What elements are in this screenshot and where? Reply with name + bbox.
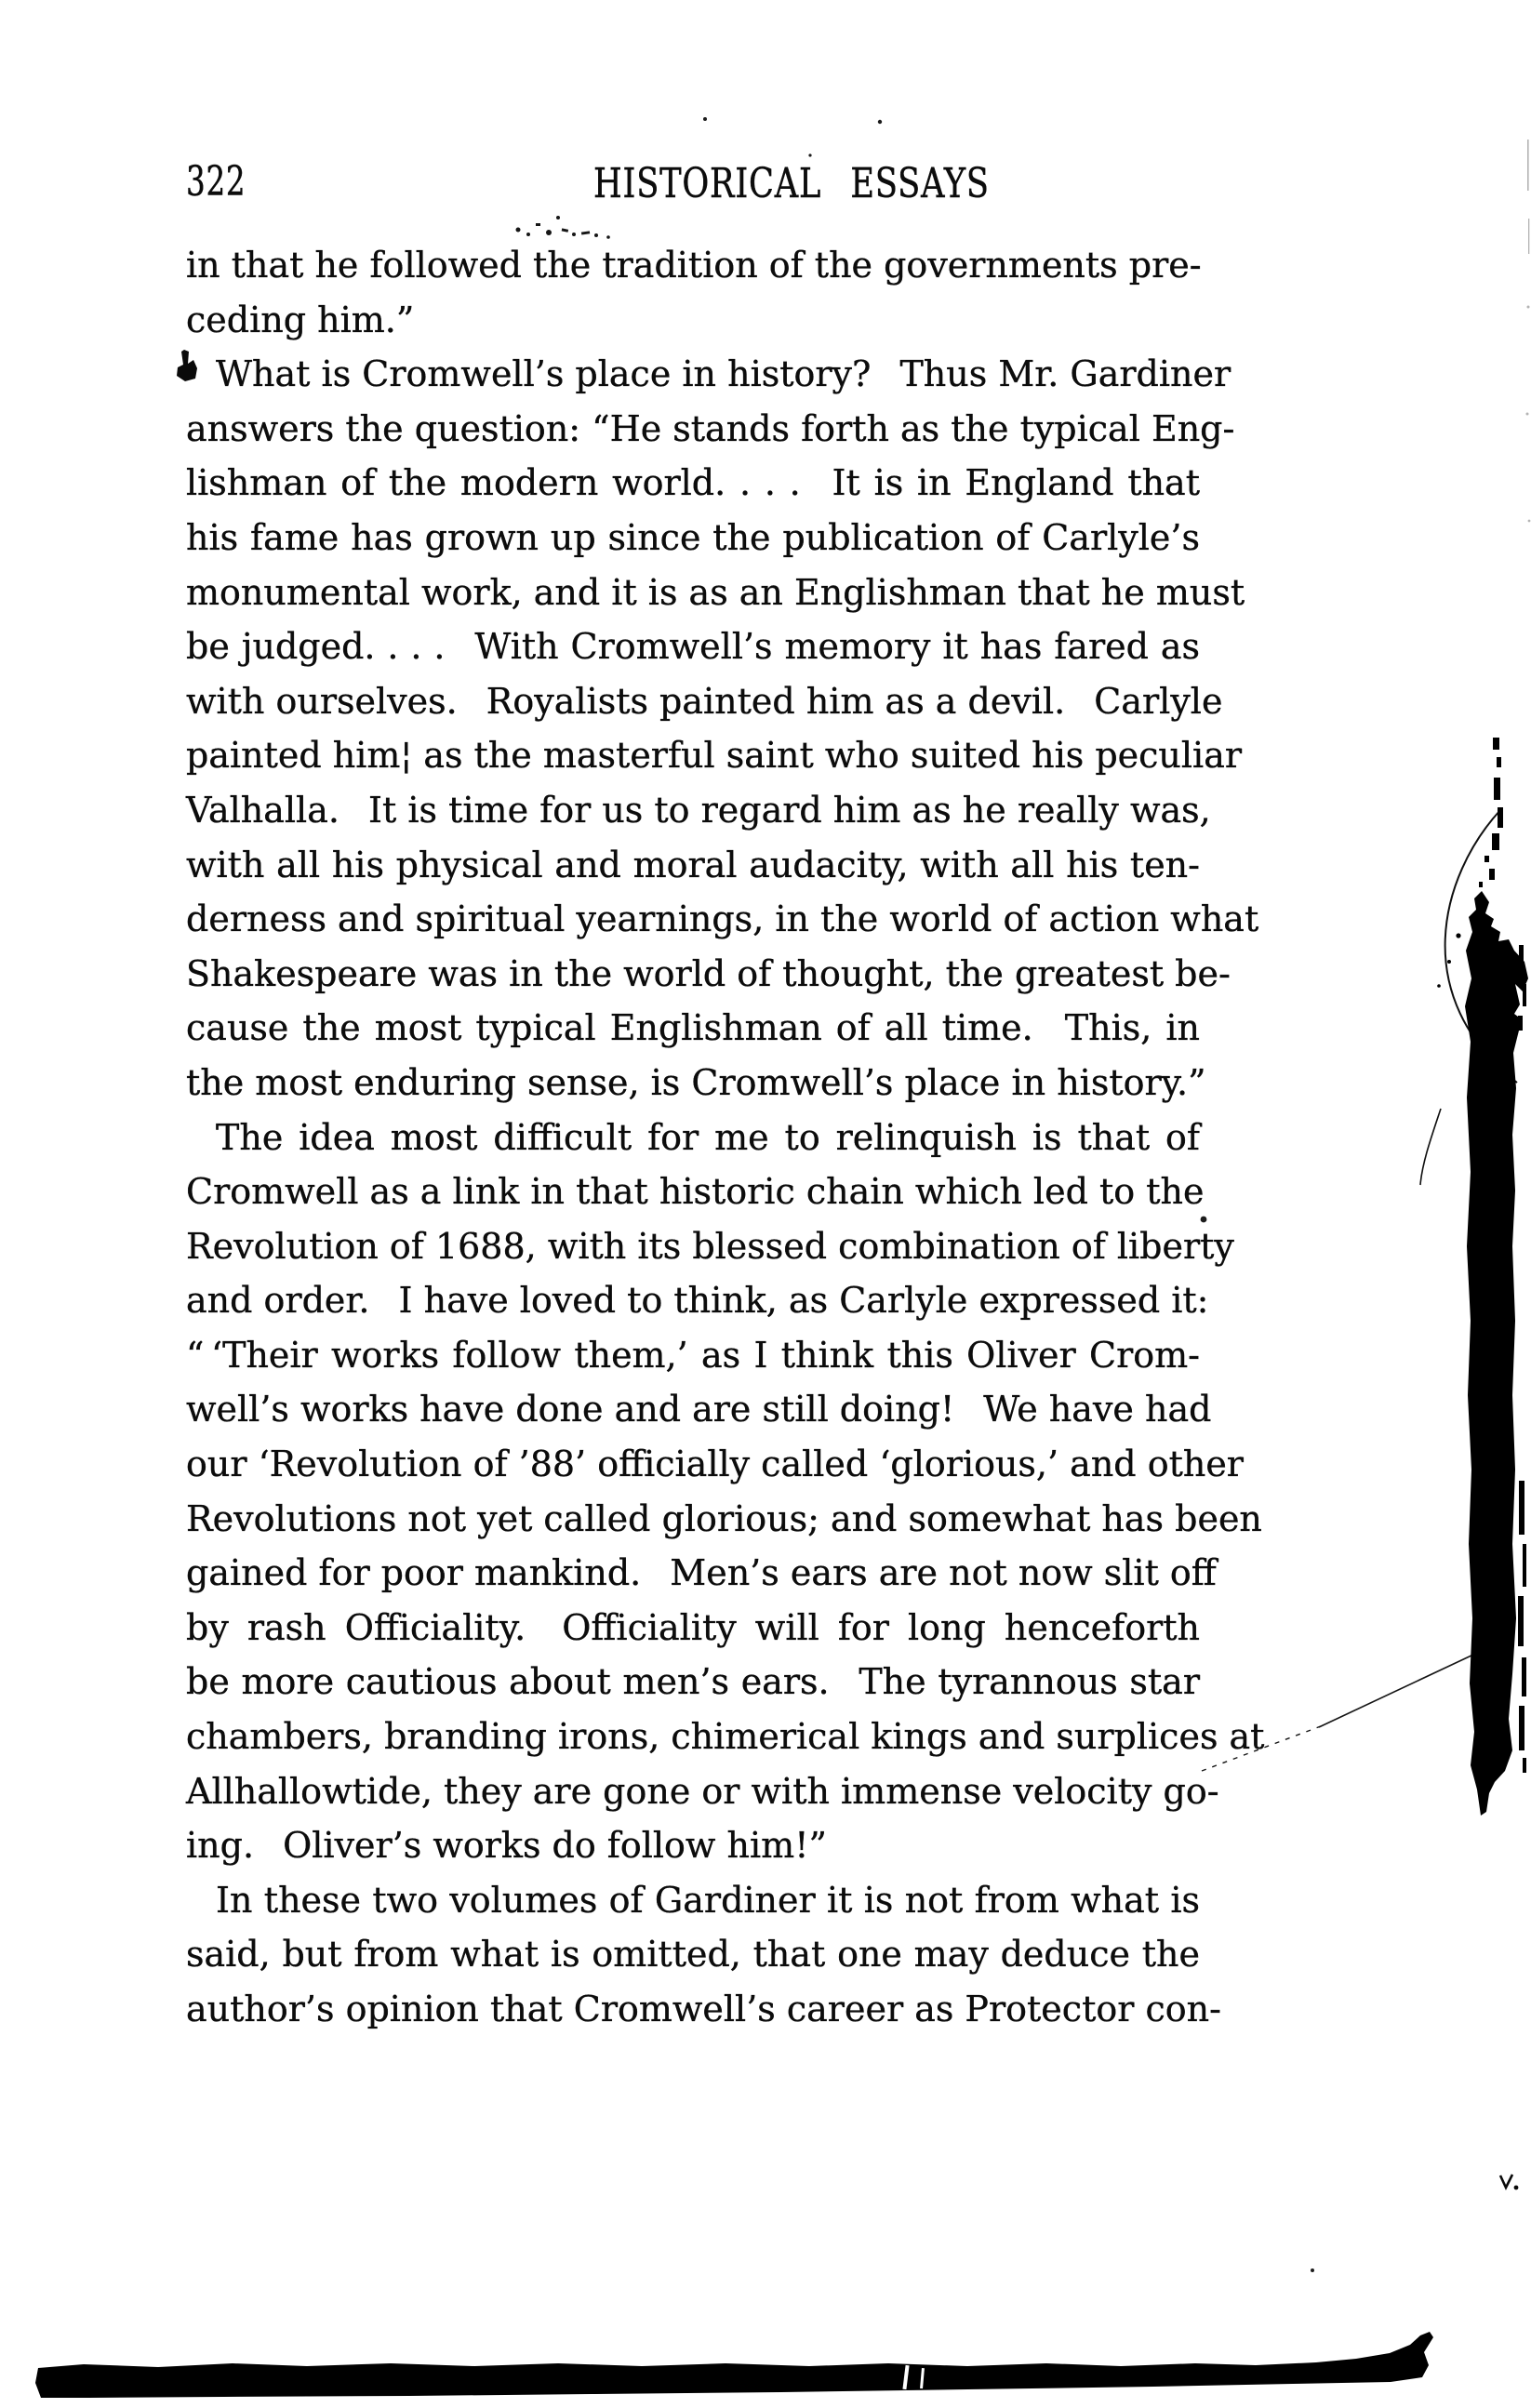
text-line: said, but from what is omitted, that one may deduce the [186, 1934, 1200, 1976]
text-line: What is Cromwell’s place in history? Thus Mr. Gardiner [216, 353, 1231, 395]
text-line: gained for poor mankind. Men’s ears are not now slit off [186, 1552, 1217, 1594]
text-line: In these two volumes of Gardiner it is not from what is [216, 1879, 1200, 1921]
v-pen-mark [1500, 2175, 1518, 2189]
right-edge-ink-streak [1437, 738, 1528, 1816]
text-line: painted him¦ as the masterful saint who suited his peculiar [186, 735, 1243, 777]
text-line: cause the most typical Englishman of all time. This, in [186, 1007, 1200, 1049]
text-line: author’s opinion that Cromwell’s career as Protector con- [186, 1989, 1221, 2029]
text-line: derness and spiritual yearnings, in the world of action what [186, 898, 1259, 940]
right-margin-arc [1445, 810, 1517, 1083]
text-line: with all his physical and moral audacity, with all his ten- [186, 844, 1200, 885]
text-line: The idea most difficult for me to relinquish is that of [216, 1116, 1200, 1158]
text-line: Allhallowtide, they are gone or with immense velocity go- [186, 1770, 1219, 1812]
text-line: chambers, branding irons, chimerical kings and surplices at [186, 1716, 1265, 1758]
text-line: his fame has grown up since the publication of Carlyle’s [186, 516, 1200, 558]
text-line: “ ‘Their works follow them,’ as I think this Oliver Crom- [186, 1334, 1200, 1376]
text-line: ceding him.” [186, 299, 415, 340]
text-line: lishman of the modern world. . . . It is in England that [186, 462, 1200, 504]
text-line: the most enduring sense, is Cromwell’s place in history.” [186, 1061, 1206, 1103]
text-line: our ‘Revolution of ’88’ officially called ‘glorious,’ and other [186, 1443, 1244, 1485]
text-line: by rash Officiality. Officiality will for long henceforth [186, 1606, 1200, 1648]
text-line: Shakespeare was in the world of thought, the greatest be- [186, 952, 1231, 994]
text-line: in that he followed the tradition of the governments pre- [186, 245, 1202, 286]
text-line: Revolution of 1688, with its blessed combination of liberty [186, 1225, 1234, 1267]
bottom-scan-bar [35, 2332, 1433, 2398]
text-line: well’s works have done and are still doing! We have had [186, 1389, 1212, 1430]
text-line: with ourselves. Royalists painted him as a devil. Carlyle [186, 680, 1223, 722]
body-text [186, 238, 1265, 2037]
page-number: 322 [186, 158, 246, 206]
text-line: monumental work, and it is as an Englishman that he must [186, 571, 1245, 613]
text-line: be more cautious about men’s ears. The tyrannous star [186, 1661, 1200, 1703]
text-line: answers the question: “He stands forth as the typical Eng- [186, 407, 1235, 449]
text-line: ing. Oliver’s works do follow him!” [186, 1825, 827, 1867]
text-line: and order. I have loved to think, as Carlyle expressed it: [186, 1280, 1209, 1322]
text-line: Revolutions not yet called glorious; and somewhat has been [186, 1497, 1262, 1539]
text-line: be judged. . . . With Cromwell’s memory it has fared as [186, 626, 1200, 668]
text-line: Cromwell as a link in that historic chain which led to the [186, 1171, 1205, 1213]
header-ink-smudge [516, 216, 610, 239]
right-margin-arc-lower [1420, 1109, 1441, 1185]
right-edge-faint-marks [1526, 140, 1531, 522]
text-line: Valhalla. It is time for us to regard him as he really was, [186, 789, 1211, 831]
running-header: HISTORICAL ESSAYS [593, 160, 990, 207]
